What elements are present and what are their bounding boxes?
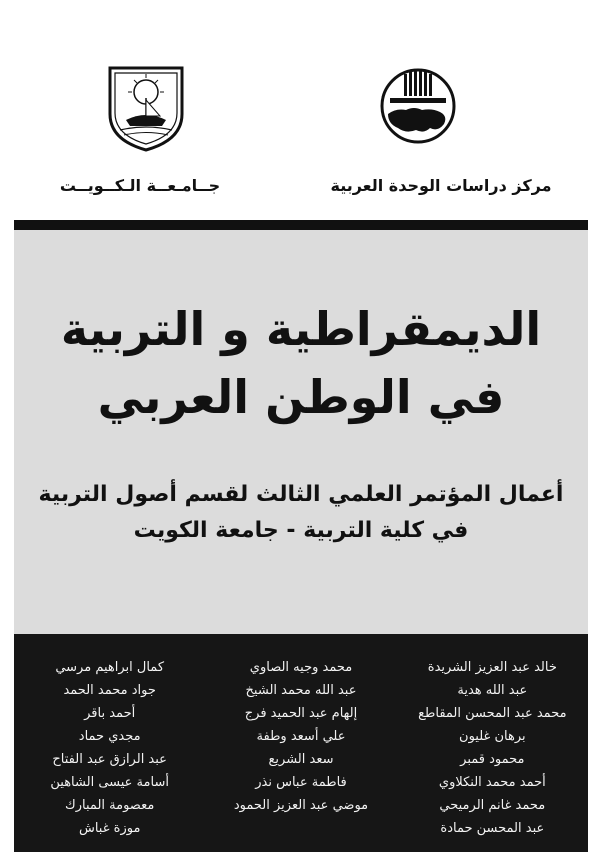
author-name: أحمد باقر: [84, 706, 136, 721]
author-name: محمد عبد المحسن المقاطع: [418, 706, 567, 721]
author-name: مجدي حماد: [78, 729, 141, 744]
book-subtitle-line-1: أعمال المؤتمر العلمي الثالث لقسم أصول التربية: [38, 482, 564, 507]
authors-column-middle: [205, 634, 396, 852]
author-name: عبد الرازق عبد الفتاح: [52, 752, 167, 767]
author-name: خالد عبد العزيز الشريدة: [427, 660, 557, 675]
author-name: موضي عبد العزيز الحمود: [233, 798, 369, 813]
author-name: موزة غباش: [78, 821, 141, 836]
top-divider-band: [14, 220, 588, 230]
author-name: محمد غانم الرميحي: [439, 798, 546, 813]
kuwait-university-label: جــامـعــة الـكــويــت: [59, 176, 221, 195]
author-name: برهان غليون: [459, 729, 526, 744]
book-title-line-2: في الوطن العربي: [97, 370, 505, 424]
author-name: معصومة المبارك: [65, 798, 155, 813]
authors-panel: [14, 634, 588, 852]
author-name: عبد الله هدية: [457, 683, 528, 698]
book-subtitle-line-2: في كلية التربية - جامعة الكويت: [133, 518, 469, 543]
author-name: عبد المحسن حمادة: [440, 821, 545, 836]
kuwait-university-logo: [104, 62, 188, 152]
author-name: إلهام عبد الحميد فرج: [244, 706, 358, 721]
authors-column-right: [397, 634, 588, 852]
author-name: أحمد محمد النكلاوي: [438, 775, 546, 790]
kuwait-university-seal-icon: [104, 62, 188, 152]
author-name: فاطمة عباس نذر: [255, 775, 347, 790]
author-name: سعد الشريع: [268, 752, 334, 767]
caus-arab-map-icon: [376, 62, 460, 152]
author-name: محمود قمبر: [460, 752, 525, 767]
author-name: محمد وجيه الصاوي: [249, 660, 353, 675]
author-name: أسامة عيسى الشاهين: [50, 775, 169, 790]
author-name: علي أسعد وطفة: [256, 729, 346, 744]
author-name: عبد الله محمد الشيخ: [245, 683, 357, 698]
caus-logo: [376, 62, 460, 152]
book-title-line-1: الديمقراطية و التربية: [60, 302, 542, 356]
author-name: جواد محمد الحمد: [63, 683, 156, 698]
title-panel: [14, 230, 588, 634]
authors-column-left: [14, 634, 205, 852]
caus-label: مركز دراسات الوحدة العربية: [330, 176, 552, 195]
author-name: كمال ابراهيم مرسي: [55, 660, 165, 675]
